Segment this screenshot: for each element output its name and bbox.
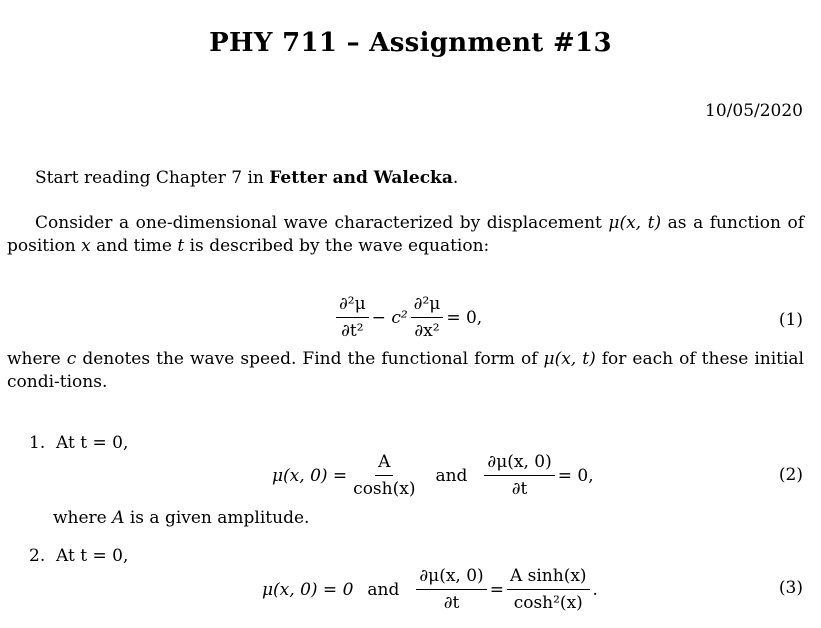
equation-lhs: μ(x, 0) = bbox=[272, 465, 348, 486]
intro-prefix: Start reading Chapter 7 in bbox=[35, 168, 270, 188]
text-segment: where bbox=[7, 349, 67, 369]
wave-description-paragraph bbox=[7, 212, 804, 258]
condition-text: At t = 0, bbox=[56, 433, 129, 453]
fraction-dmu-dt bbox=[416, 565, 486, 614]
text-segment: for each of these initial condi-tions. bbox=[7, 349, 804, 392]
math-c-squared: c² bbox=[391, 307, 408, 328]
condition-text: At t = 0, bbox=[56, 546, 129, 566]
equation-number-2: (2) bbox=[778, 465, 803, 485]
math-t: t bbox=[177, 236, 185, 256]
equation-rhs: = 0, bbox=[446, 307, 483, 328]
wave-speed-paragraph bbox=[7, 348, 804, 394]
denominator: cosh(x) bbox=[353, 479, 416, 499]
wave-equation bbox=[333, 293, 482, 342]
fraction-dmu-dt bbox=[484, 451, 554, 500]
numerator: ∂μ(x, 0) bbox=[484, 451, 554, 476]
numerator: ∂²μ bbox=[411, 293, 444, 318]
text-segment: is a given amplitude. bbox=[124, 508, 310, 528]
text-segment: is described by the wave equation: bbox=[184, 236, 490, 256]
text-segment: where bbox=[53, 508, 113, 528]
equation-number-3: (3) bbox=[778, 578, 803, 598]
denominator: cosh²(x) bbox=[513, 593, 583, 613]
and-word: and bbox=[435, 465, 468, 486]
math-mu-xt: μ(x, t) bbox=[543, 349, 596, 369]
and-word: and bbox=[367, 579, 400, 600]
reading-instruction bbox=[35, 167, 458, 190]
text-segment: Consider a one-dimensional wave characterized by displacement bbox=[35, 213, 609, 233]
list-item-1-condition bbox=[29, 433, 128, 453]
intro-suffix: . bbox=[452, 168, 459, 188]
equation-rhs: = 0, bbox=[557, 465, 594, 486]
numerator: ∂²μ bbox=[336, 293, 369, 318]
text-segment: and time bbox=[90, 236, 178, 256]
denominator: ∂t bbox=[443, 593, 460, 613]
text-segment: denotes the wave speed. Find the functional form of bbox=[76, 349, 544, 369]
numerator: ∂μ(x, 0) bbox=[416, 565, 486, 590]
math-x: x bbox=[81, 236, 91, 256]
equals-sign: = bbox=[489, 579, 504, 600]
numerator: A sinh(x) bbox=[507, 565, 590, 590]
page-title: PHY 711 – Assignment #13 bbox=[209, 28, 612, 58]
text-segment: as a function of position bbox=[7, 213, 805, 256]
list-item-2-condition bbox=[29, 546, 128, 566]
equation-lhs: μ(x, 0) = 0 bbox=[262, 579, 354, 600]
amplitude-note bbox=[53, 508, 309, 528]
book-title: Fetter and Walecka bbox=[269, 168, 453, 188]
denominator: ∂x² bbox=[414, 321, 440, 341]
denominator: ∂t bbox=[511, 479, 528, 499]
math-A: A bbox=[112, 508, 125, 528]
minus-sign: − bbox=[371, 307, 386, 328]
denominator: ∂t² bbox=[341, 321, 364, 341]
equation-number-1: (1) bbox=[778, 310, 803, 330]
fraction-sinh-over-cosh2 bbox=[507, 565, 590, 614]
numerator: A bbox=[375, 451, 393, 476]
list-marker: 1. bbox=[29, 433, 46, 453]
equation-3 bbox=[262, 565, 598, 614]
equation-2 bbox=[272, 451, 594, 500]
math-c: c bbox=[66, 349, 77, 369]
math-mu-xt: μ(x, t) bbox=[608, 213, 662, 233]
fraction-d2mu-dt2 bbox=[336, 293, 369, 342]
fraction-a-over-cosh bbox=[350, 451, 418, 500]
equation-rhs: . bbox=[592, 579, 598, 600]
list-marker: 2. bbox=[29, 546, 46, 566]
fraction-d2mu-dx2 bbox=[411, 293, 444, 342]
assignment-date: 10/05/2020 bbox=[705, 101, 803, 121]
